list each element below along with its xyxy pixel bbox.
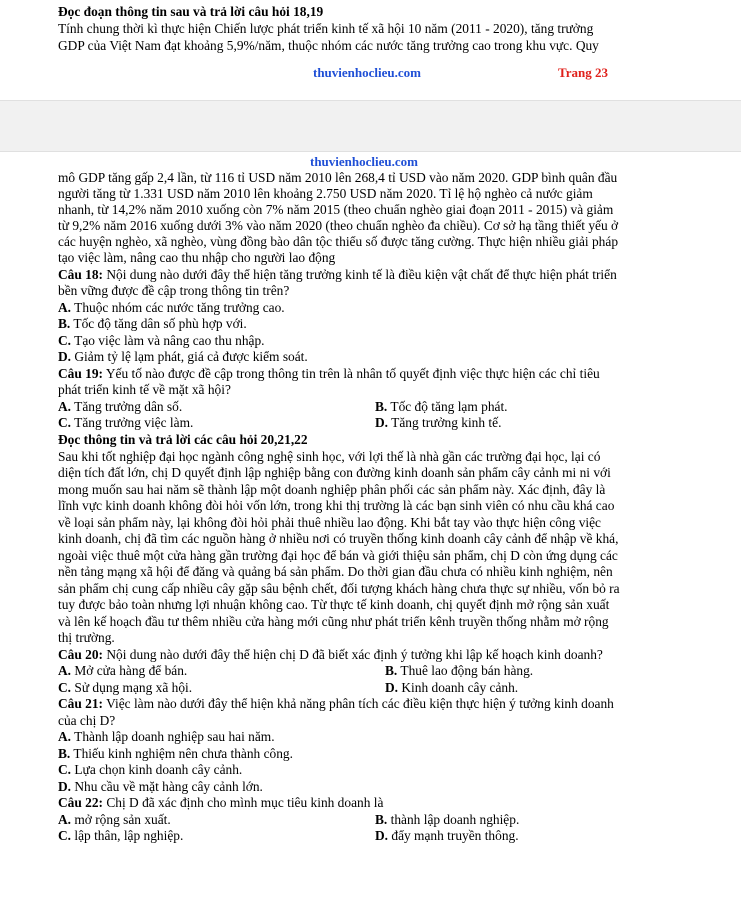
section-heading: Đọc thông tin và trả lời các câu hỏi 20,21,22 <box>58 432 308 447</box>
option-key: D. <box>58 349 72 364</box>
paragraph-line: và lên kế hoạch đầu tư thêm nhiều cửa hàng mới cũng như phát triển kênh truyền thống nhằm mở rộng <box>58 614 609 629</box>
paragraph-line: tuy được bảo toàn nhưng lợi nhuận không cao. Từ thực tế kinh doanh, chị quyết định mở rộng sản xuất <box>58 597 610 612</box>
option-row <box>58 812 698 829</box>
page-number: Trang 23 <box>558 65 608 80</box>
question-label: Câu 19: <box>58 366 104 381</box>
option-text: Lựa chọn kinh doanh cây cảnh. <box>71 762 243 777</box>
option-b <box>375 399 508 416</box>
option-b <box>58 746 698 763</box>
paragraph-line: ngoài việc thuê một cửa hàng gần trường đại học để bán và giới thiệu sản phẩm, chị D còn ứng dụng các <box>58 548 618 563</box>
question-stem <box>58 696 698 713</box>
option-key: A. <box>58 663 72 678</box>
paragraph-line: Tính chung thời kì thực hiện Chiến lược phát triển kinh tế xã hội 10 năm (2011 - 2020), tăng trưởng <box>58 21 594 36</box>
paragraph-line: lĩnh vực kinh doanh không đòi hỏi vốn lớn, trong khi thị trường là các bạn sinh viên có nhu cầu khá cao <box>58 498 615 513</box>
paragraph-line: kinh doanh, chị đã tìm các nguồn hàng ở nhiều nơi có truyền thống kinh doanh cây cảnh để nhập về khá, <box>58 531 619 546</box>
option-text: Thiếu kinh nghiệm nên chưa thành công. <box>70 746 293 761</box>
option-a <box>58 300 698 317</box>
paragraph-line: tạo việc làm, nâng cao thu nhập cho người lao động <box>58 250 336 265</box>
option-key: B. <box>58 746 71 761</box>
question-text: Việc làm nào dưới đây thể hiện khả năng phân tích các điều kiện thực hiện ý tưởng kinh doanh <box>103 696 614 711</box>
option-text: Mở cửa hàng để bán. <box>71 663 188 678</box>
paragraph-line: mô GDP tăng gấp 2,4 lần, từ 116 tỉ USD năm 2010 lên 268,4 tỉ USD vào năm 2020. GDP bình quân đầu <box>58 170 618 185</box>
option-text: đẩy mạnh truyền thông. <box>388 828 519 843</box>
option-key: B. <box>58 316 71 331</box>
option-c <box>58 415 193 430</box>
option-key: A. <box>58 300 72 315</box>
paragraph-line: thị trường. <box>58 630 115 645</box>
option-key: D. <box>375 828 389 843</box>
paragraph-line: các huyện nghèo, xã nghèo, vùng đồng bào dân tộc thiểu số được tăng cường. Thực hiện nhiều giải pháp <box>58 234 619 249</box>
option-text: Tạo việc làm và nâng cao thu nhập. <box>71 333 265 348</box>
footer-site: thuvienhoclieu.com <box>313 65 421 80</box>
option-text: Giảm tỷ lệ lạm phát, giá cả được kiểm soát. <box>71 349 308 364</box>
option-d <box>58 349 698 366</box>
question-stem-cont: bền vững được đề cập trong thông tin trên? <box>58 283 290 298</box>
paragraph-line: người tăng từ 1.331 USD năm 2010 lên khoảng 2.750 USD năm 2020. Tỉ lệ hộ nghèo cả nước giảm <box>58 186 593 201</box>
option-d <box>58 779 698 796</box>
option-a <box>58 399 182 414</box>
option-key: D. <box>58 779 72 794</box>
option-row <box>58 415 698 432</box>
option-key: C. <box>58 828 72 843</box>
option-text: Tăng trưởng dân số. <box>71 399 183 414</box>
question-stem <box>58 366 698 383</box>
question-text: Nội dung nào dưới đây thể hiện tăng trưởng kinh tế là điều kiện vật chất để thực hiện phát triển <box>103 267 617 282</box>
option-c <box>58 680 192 695</box>
option-row <box>58 663 698 680</box>
option-text: Kinh doanh cây cảnh. <box>398 680 519 695</box>
question-label: Câu 21: <box>58 696 104 711</box>
page-separator <box>0 100 741 152</box>
option-text: Thuê lao động bán hàng. <box>397 663 534 678</box>
previous-page-fragment <box>0 0 741 100</box>
option-key: B. <box>375 812 388 827</box>
paragraph-line: từ 9,2% năm 2016 xuống dưới 3% vào năm 2020 (theo chuẩn nghèo đa chiều). Cơ sở hạ tầng thiết yếu ở <box>58 218 619 233</box>
option-row <box>58 680 698 697</box>
option-key: D. <box>385 680 399 695</box>
option-key: B. <box>375 399 388 414</box>
option-a <box>58 663 187 678</box>
option-text: lập thân, lập nghiệp. <box>71 828 184 843</box>
option-text: thành lập doanh nghiệp. <box>387 812 520 827</box>
option-text: Tăng trưởng việc làm. <box>71 415 194 430</box>
question-stem <box>58 647 698 664</box>
option-c <box>58 333 698 350</box>
option-d <box>375 415 501 432</box>
option-b <box>385 663 533 680</box>
question-label: Câu 22: <box>58 795 104 810</box>
option-text: Thuộc nhóm các nước tăng trưởng cao. <box>71 300 285 315</box>
option-key: A. <box>58 399 72 414</box>
option-row <box>58 828 698 845</box>
header-site: thuvienhoclieu.com <box>310 154 418 169</box>
paragraph-line: nền tảng mạng xã hội để đăng và quảng bá sản phẩm. Do thời gian đầu chưa có nhiều kinh nghiệm, nên <box>58 564 613 579</box>
question-stem-cont: của chị D? <box>58 713 116 728</box>
option-a <box>58 812 171 827</box>
question-stem <box>58 795 698 812</box>
option-key: D. <box>375 415 389 430</box>
question-stem-cont: phát triển kinh tế về mặt xã hội? <box>58 382 231 397</box>
option-row <box>58 399 698 416</box>
option-text: Tốc độ tăng dân số phù hợp với. <box>70 316 247 331</box>
option-key: C. <box>58 415 72 430</box>
option-text: Sử dụng mạng xã hội. <box>71 680 193 695</box>
option-a <box>58 729 698 746</box>
option-d <box>375 828 519 845</box>
section-heading: Đọc đoạn thông tin sau và trả lời câu hỏi 18,19 <box>58 4 324 19</box>
option-d <box>385 680 518 697</box>
option-c <box>58 762 698 779</box>
paragraph-line: mong muốn sau hai năm sẽ thành lập một doanh nghiệp phân phối các sản phẩm này. Xác định, đây là <box>58 482 606 497</box>
option-b <box>375 812 519 829</box>
option-key: C. <box>58 333 72 348</box>
paragraph-line: nhanh, từ 14,2% năm 2010 xuống còn 7% năm 2015 (theo chuẩn nghèo giai đoạn 2011 - 2015) và giảm <box>58 202 614 217</box>
question-text: Nội dung nào dưới đây thể hiện chị D đã biết xác định ý tưởng khi lập kế hoạch kinh doanh? <box>103 647 603 662</box>
paragraph-line: diện tích đất lớn, chị D quyết định lập nghiệp bằng con đường kinh doanh sản phẩm cây cảnh mi ni với <box>58 465 611 480</box>
option-text: Tăng trưởng kinh tế. <box>388 415 502 430</box>
question-text: Yếu tố nào được đề cập trong thông tin trên là nhân tố quyết định việc thực hiện các chỉ tiêu <box>103 366 600 381</box>
document-page <box>0 152 741 907</box>
option-key: A. <box>58 812 72 827</box>
option-text: Nhu cầu về mặt hàng cây cảnh lớn. <box>71 779 263 794</box>
option-text: Thành lập doanh nghiệp sau hai năm. <box>71 729 275 744</box>
option-key: A. <box>58 729 72 744</box>
option-key: C. <box>58 680 72 695</box>
paragraph-line: Sau khi tốt nghiệp đại học ngành công nghệ sinh học, với lợi thế là nhà gần các trường đại học, lại có <box>58 449 601 464</box>
paragraph-line: sản phẩm chị cung cấp nhiều cây gặp sâu bệnh chết, đối tượng khách hàng chưa thực sự nhiều, vốn bỏ ra <box>58 581 620 596</box>
option-key: B. <box>385 663 398 678</box>
paragraph-line: về loại sản phẩm này, lại không đòi hỏi phải thuê nhiều lao động. Khi bắt tay vào thực hiện công việc <box>58 515 601 530</box>
option-b <box>58 316 698 333</box>
option-key: C. <box>58 762 72 777</box>
option-text: Tốc độ tăng lạm phát. <box>387 399 508 414</box>
question-label: Câu 20: <box>58 647 104 662</box>
option-text: mở rộng sản xuất. <box>71 812 171 827</box>
question-label: Câu 18: <box>58 267 104 282</box>
option-c <box>58 828 183 843</box>
question-text: Chị D đã xác định cho mình mục tiêu kinh doanh là <box>103 795 384 810</box>
paragraph-line: GDP của Việt Nam đạt khoảng 5,9%/năm, thuộc nhóm các nước tăng trưởng cao trong khu vực. Quy <box>58 38 599 53</box>
question-stem <box>58 267 698 284</box>
